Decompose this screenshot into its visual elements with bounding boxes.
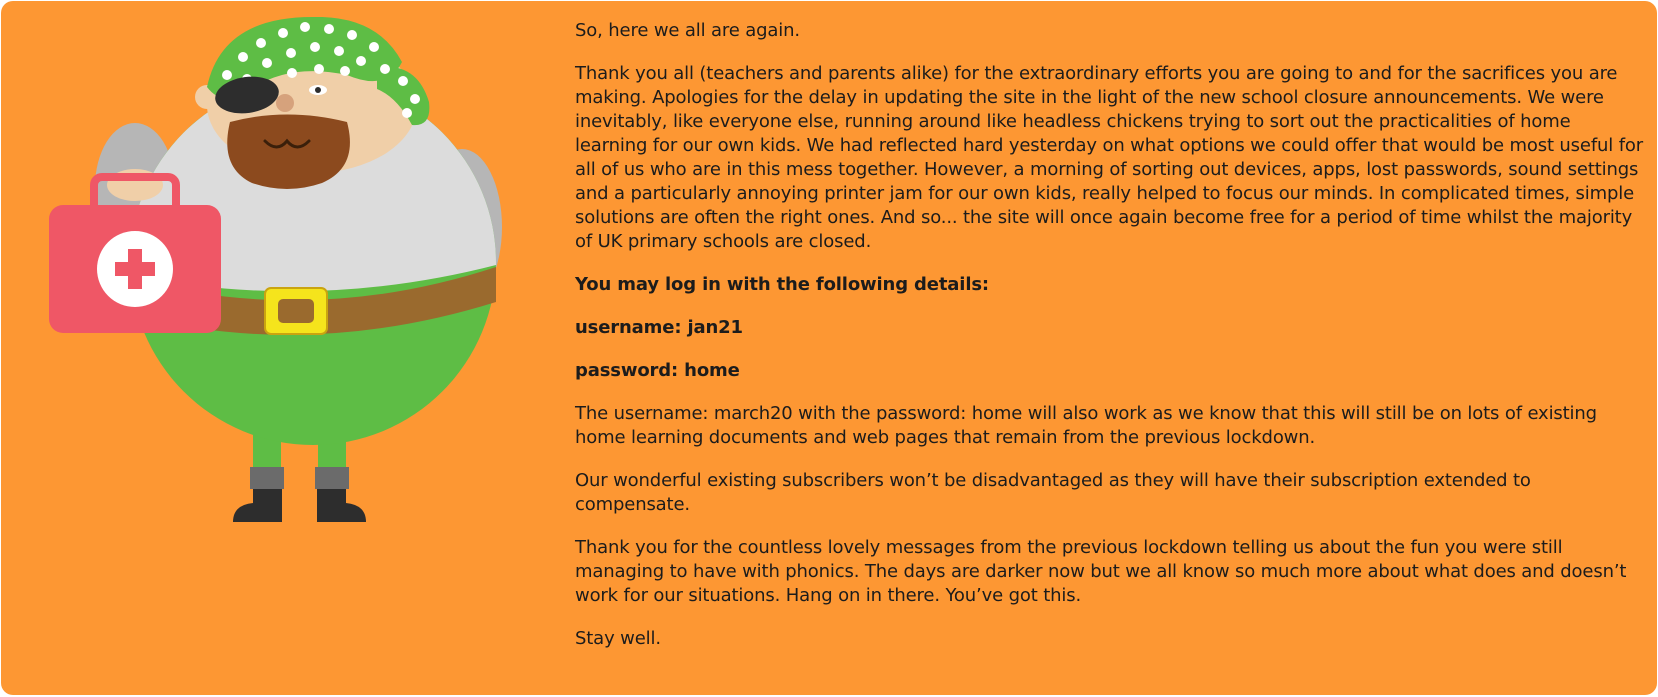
intro-paragraph: Thank you all (teachers and parents alike) for the extraordinary efforts you are going to and for the sacrifices you are making. Apologies for the delay in updating the site in the light of the new school closure announcements. We were inevitably, like everyone else, running around like headless chickens trying to sort out the practicalities of home learning for our own kids. We had reflected hard yesterday on what options we could offer that would be most useful for all of us who are in this mess together. However, a morning of sorting out devices, apps, lost passwords, sound settings and a particularly annoying printer jam for our own kids, really helped to focus our minds. In complicated times, simple solutions are often the right ones. And so... the site will once again become free for a period of time whilst the majority of UK primary schools are closed. — [575, 63, 1644, 252]
announcement-panel — [1, 1, 1657, 695]
login-heading: You may log in with the following details: — [575, 274, 989, 295]
thanks-paragraph: Thank you for the countless lovely messages from the previous lockdown telling us about the fun you were still managing to have with phonics. The days are darker now but we all know so much more about what does and doesn’t work for our situations. Hang on in there. You’ve got this. — [575, 537, 1627, 606]
old-login-paragraph: The username: march20 with the password: home will also work as we know that this will still be on lots of existing home learning documents and web pages that remain from the previous lockdown. — [575, 403, 1597, 448]
password-line: password: home — [575, 360, 740, 381]
subscribers-paragraph: Our wonderful existing subscribers won’t be disadvantaged as they will have their subscription extended to compensate. — [575, 470, 1531, 515]
signoff-paragraph: Stay well. — [575, 628, 661, 649]
greeting-paragraph: So, here we all are again. — [575, 20, 800, 41]
username-line: username: jan21 — [575, 317, 743, 338]
announcement-message — [575, 19, 1647, 670]
pirate-with-first-aid-kit-icon — [47, 17, 507, 527]
